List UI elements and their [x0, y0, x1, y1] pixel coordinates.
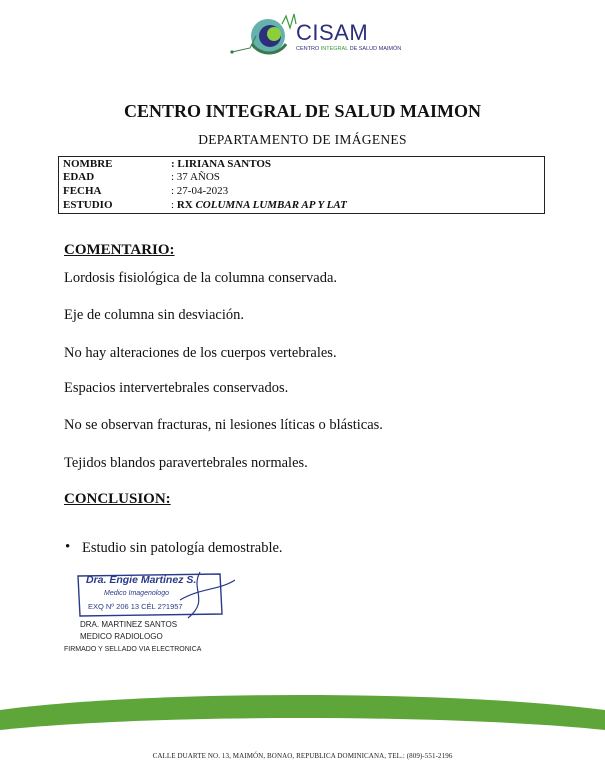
- stamp-name: Dra. Engie Martinez S.: [86, 574, 197, 586]
- comment-line: Eje de columna sin desviación.: [64, 307, 244, 323]
- logo-subtitle: CENTRO INTEGRAL DE SALUD MAIMÓN: [296, 46, 402, 52]
- comments-heading: COMENTARIO:: [64, 242, 175, 258]
- conclusion-heading: CONCLUSION:: [64, 491, 171, 507]
- stamp-ids: EXQ Nº 206 13 CÉL 2?1957: [88, 602, 183, 611]
- study-label: ESTUDIO: [63, 199, 113, 211]
- info-row-study: ESTUDIO : RX COLUMNA LUMBAR AP Y LAT: [63, 199, 347, 211]
- info-row-date: [63, 184, 228, 198]
- department-title: DEPARTAMENTO DE IMÁGENES: [198, 132, 407, 147]
- signature-note: FIRMADO Y SELLADO VIA ELECTRONICA: [64, 646, 202, 653]
- date-value: : 27-04-2023: [171, 185, 229, 197]
- comment-line: Tejidos blandos paravertebrales normales.: [64, 455, 308, 471]
- comment-line: No se observan fracturas, ni lesiones líticas o blásticas.: [64, 417, 383, 433]
- age-label: EDAD: [63, 171, 95, 183]
- patient-info-box: [58, 156, 545, 214]
- doctor-name: DRA. MARTINEZ SANTOS: [80, 620, 178, 629]
- page-title: CENTRO INTEGRAL DE SALUD MAIMON: [123, 101, 482, 121]
- comment-line: Lordosis fisiológica de la columna conservada.: [64, 270, 338, 286]
- age-value: : 37 AÑOS: [171, 171, 220, 183]
- conclusion-item: • Estudio sin patología demostrable.: [82, 540, 283, 557]
- comment-line: Espacios intervertebrales conservados.: [64, 380, 289, 396]
- date-label: FECHA: [63, 185, 102, 197]
- comment-line: No hay alteraciones de los cuerpos vertebrales.: [64, 345, 337, 361]
- info-row-name: [63, 157, 271, 171]
- name-label: NOMBRE: [63, 158, 113, 170]
- info-row-age: [63, 170, 220, 184]
- doctor-role: MEDICO RADIOLOGO: [80, 632, 163, 641]
- study-value: COLUMNA LUMBAR AP Y LAT: [195, 199, 347, 211]
- footer-address: CALLE DUARTE NO. 13, MAIMÓN, BONAO, REPUBLICA DOMINICANA, TEL.: (809)-551-2196: [152, 752, 453, 760]
- study-type: RX: [176, 199, 196, 211]
- stamp-title: Medico Imagenologo: [104, 590, 169, 597]
- name-value: : LIRIANA SANTOS: [171, 158, 272, 170]
- logo-name: CISAM: [296, 20, 369, 45]
